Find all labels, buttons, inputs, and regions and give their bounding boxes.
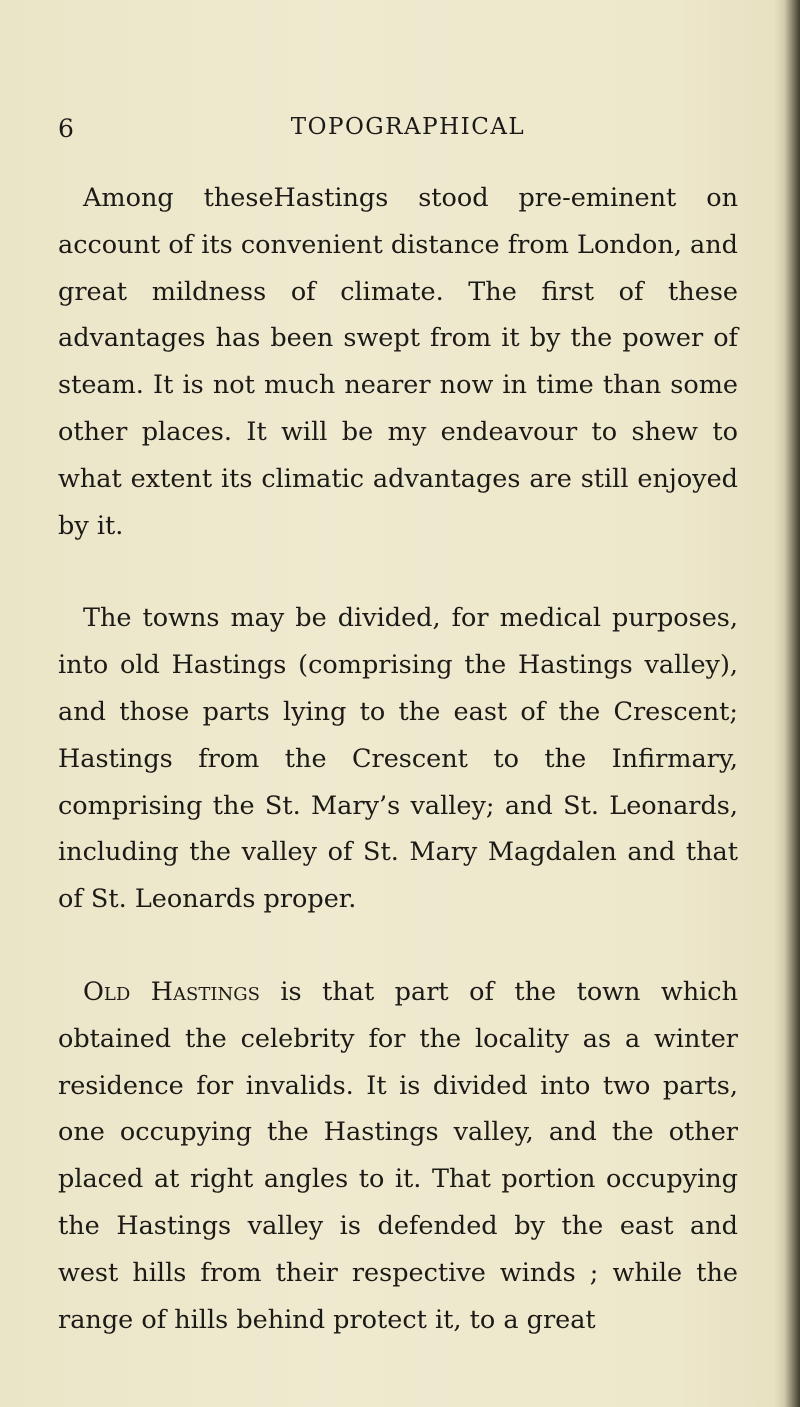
paragraph-1-text: Among theseHastings stood pre-eminent on account of its convenient distance from London, and great mildness of climate. The first of these advantages has been swept from it by the power of steam. It is not much nearer now in time than some other places. It will be my endeavour to shew to what extent its climatic advantages are still enjoyed by it. <box>58 183 738 541</box>
section-lead: Old Hastings <box>83 976 260 1007</box>
paragraph-3 <box>58 969 738 1343</box>
running-head <box>58 114 738 154</box>
page-number: 6 <box>58 114 75 143</box>
body-text <box>58 175 738 1389</box>
paragraph-2 <box>58 595 738 923</box>
page-header-title: TOPOGRAPHICAL <box>290 114 526 140</box>
paragraph-1 <box>58 175 738 549</box>
paragraph-3-text: is that part of the town which obtained the celebrity for the locality as a winter residence for invalids. It is divided into two parts, one occupying the Hastings valley, and the other placed at right angles to it. That portion occupying the Hastings valley is defended by the east and west hills from their respective winds ; while the range of hills behind protect it, to a great <box>58 976 738 1335</box>
page-edge-shadow <box>774 0 800 1407</box>
paragraph-2-text: The towns may be divided, for medical purposes, into old Hastings (comprising the Hastings valley), and those parts lying to the east of the Crescent; Hastings from the Crescent to the Infirmary, comprising the St. Mary’s valley; and St. Leonards, including the valley of St. Mary Magdalen and that of St. Leonards proper. <box>58 603 738 915</box>
